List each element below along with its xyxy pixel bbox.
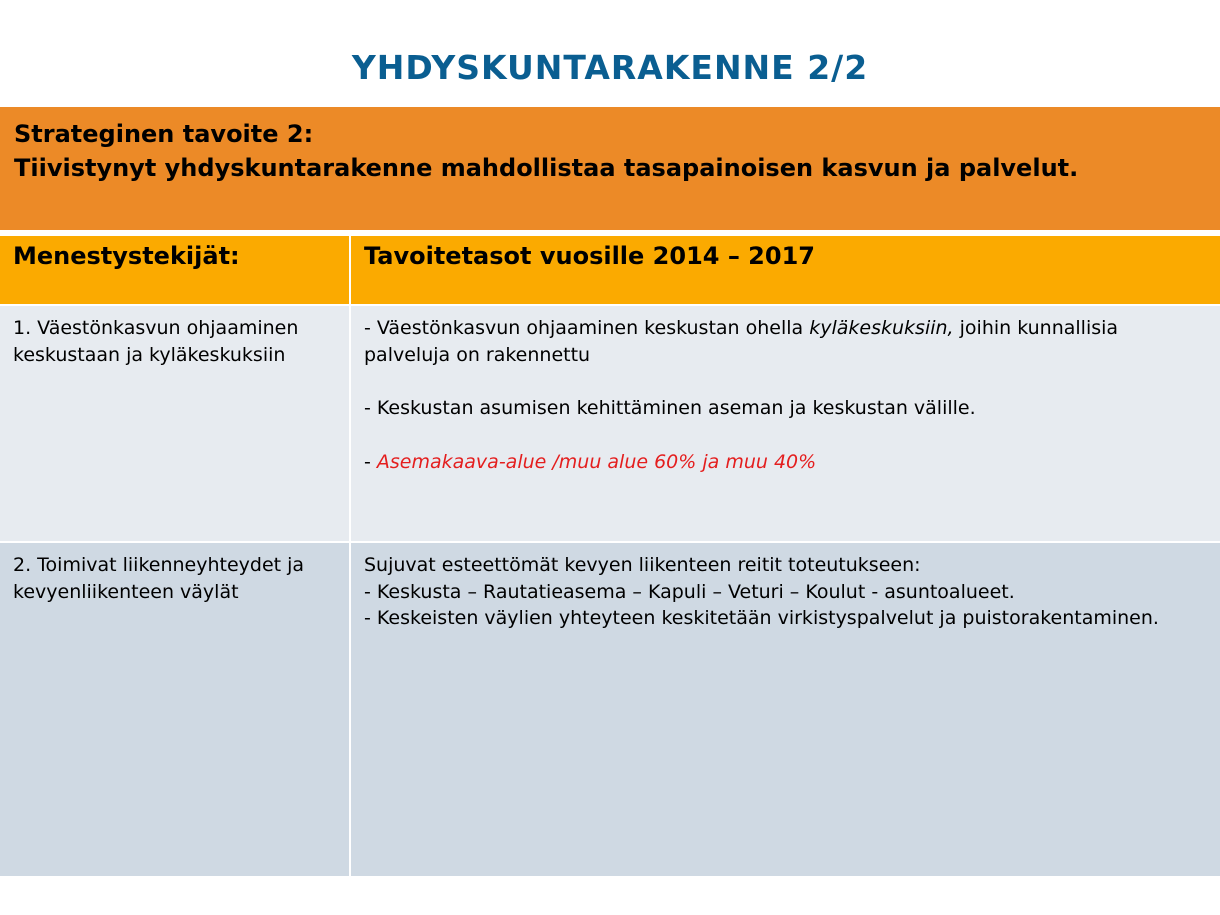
target-line-1: Sujuvat esteettömät kevyen liikenteen reitit toteutukseen: [364, 554, 921, 576]
targets-cell-1 [351, 306, 1220, 541]
targets-cell-2 [351, 543, 1220, 876]
goal-label: Strateginen tavoite 2: [14, 120, 314, 148]
target-item-1-rest: joihin kunnallisia palveluja on rakennettu [364, 317, 1119, 366]
target-item-1-text: - Väestönkasvun ohjaaminen keskustan ohella [364, 317, 810, 339]
factor-text-2: 2. Toimivat liikenneyhteydet ja kevyenliikenteen väylät [13, 554, 305, 603]
target-item-1 [364, 315, 1207, 368]
target-item-2: - Keskustan asumisen kehittäminen aseman ja keskustan välille. [364, 397, 976, 419]
factor-text-1: 1. Väestönkasvun ohjaaminen keskustaan ja kyläkeskuksiin [13, 317, 299, 366]
target-item-1-emphasis: kyläkeskuksiin, [809, 317, 954, 339]
goal-text: Tiivistynyt yhdyskuntarakenne mahdollistaa tasapainoisen kasvun ja palvelut. [14, 154, 1079, 182]
target-line-2: - Keskusta – Rautatieasema – Kapuli – Veturi – Koulut - asuntoalueet. [364, 580, 1015, 603]
target-item-3 [364, 449, 1207, 476]
target-item-3-dash: - [364, 450, 377, 473]
header-success-factors: Menestystekijät: [0, 236, 349, 304]
strategic-goal-banner [0, 107, 1220, 230]
target-line-3: - Keskeisten väylien yhteyteen keskitetään virkistyspalvelut ja puistorakentaminen. [364, 607, 1159, 629]
target-item-3-highlight: Asemakaava-alue /muu alue 60% ja muu 40% [376, 450, 817, 473]
factor-cell-2 [0, 543, 349, 876]
page-title: YHDYSKUNTARAKENNE 2/2 [351, 48, 869, 87]
header-target-levels: Tavoitetasot vuosille 2014 – 2017 [351, 236, 1220, 304]
factor-cell-1 [0, 306, 349, 541]
